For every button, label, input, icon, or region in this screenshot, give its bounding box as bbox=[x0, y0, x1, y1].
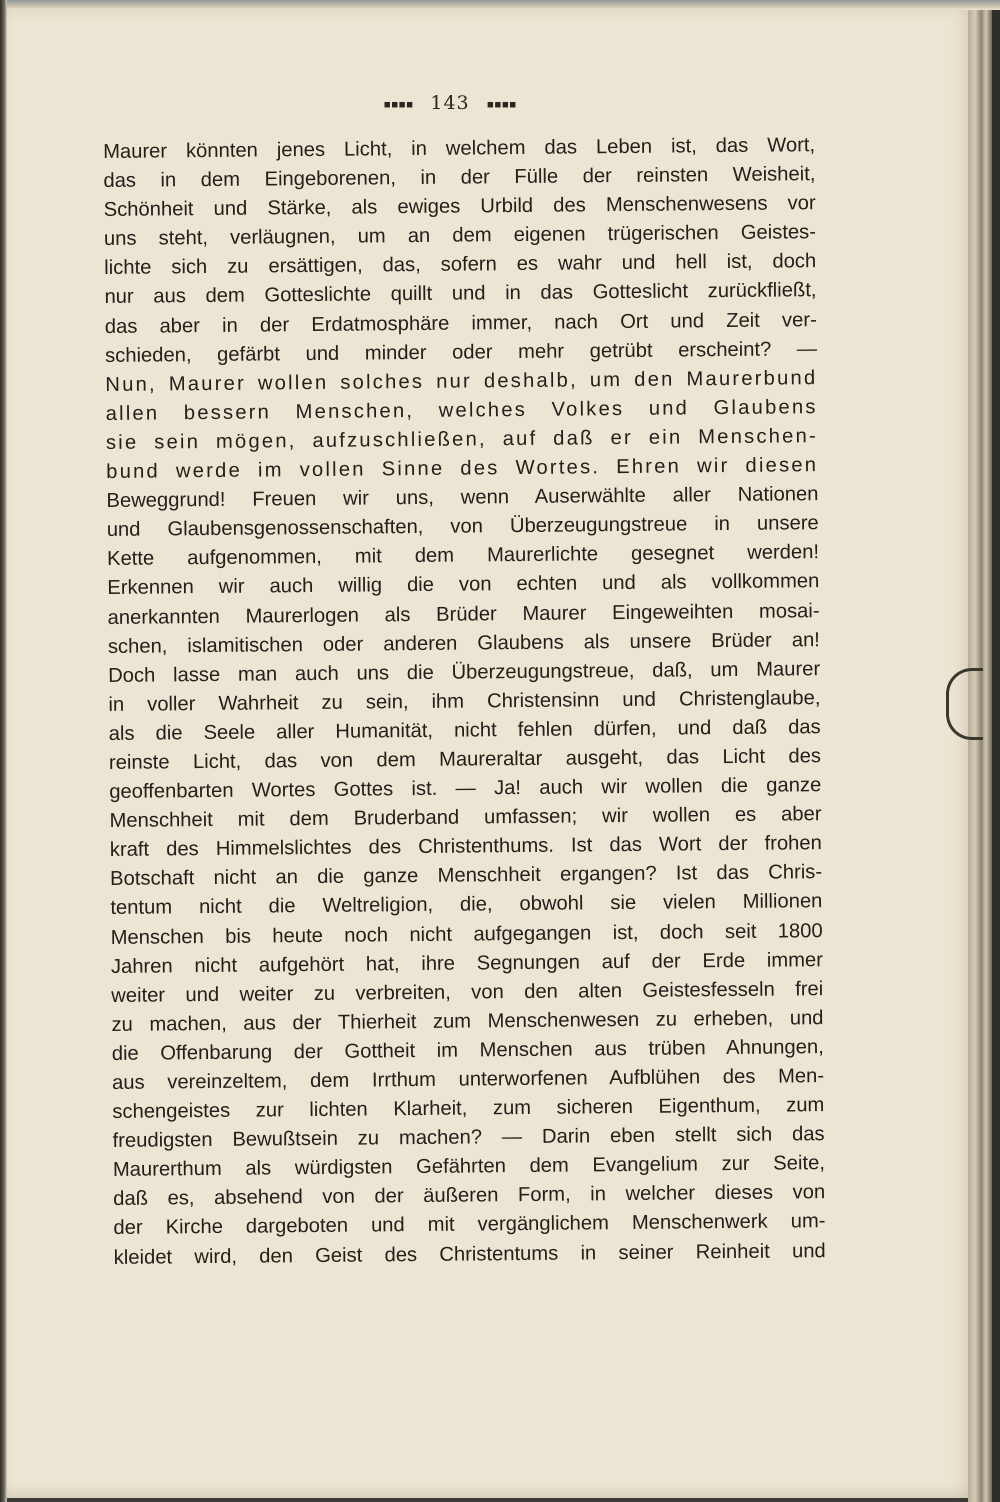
text-line: aus vereinzeltem, dem Irrthum unterworfenen Aufblühen des Men- bbox=[111, 1065, 825, 1094]
text-line: das in dem Eingeborenen, in der Fülle der reinsten Weisheit, bbox=[103, 163, 816, 193]
text-line: nur aus dem Gotteslichte quillt und in das Gotteslicht zurückfließt, bbox=[104, 279, 817, 309]
page-number: 143 bbox=[430, 92, 470, 114]
text-line: uns steht, verläugnen, um an dem eigenen trügerischen Geistes- bbox=[103, 221, 817, 251]
text-line: freudigsten Bewußtsein zu machen? — Darin eben stellt sich das bbox=[112, 1123, 825, 1153]
text-line: bund werde im vollen Sinne des Wortes. Ehren wir diesen bbox=[106, 454, 819, 484]
text-line: schengeistes zur lichten Klarheit, zum sicheren Eigenthum, zum bbox=[112, 1094, 825, 1124]
binding-edge bbox=[0, 0, 7, 1502]
text-line: Maurerthum als würdigsten Gefährten dem Evangelium zur Seite, bbox=[112, 1152, 825, 1182]
text-line: Kette aufgenommen, mit dem Maurerlichte gesegnet werden! bbox=[106, 541, 820, 571]
text-line: Botschaft nicht an die ganze Menschheit ergangen? Ist das Chris- bbox=[110, 861, 823, 891]
text-line: Jahren nicht aufgehört hat, ihre Segnungen auf der Erde immer bbox=[110, 948, 824, 978]
text-line: weiter und weiter zu verbreiten, von den alten Geistesfesseln frei bbox=[111, 977, 824, 1007]
text-line: allen bessern Menschen, welches Volkes und Glaubens bbox=[105, 395, 818, 425]
text-line: schen, islamitischen oder anderen Glaubens als unsere Brüder an! bbox=[107, 628, 820, 658]
text-line: zu machen, aus der Thierheit zum Menschenwesen zu erheben, und bbox=[111, 1006, 824, 1036]
body-text bbox=[103, 131, 826, 1272]
text-line: kraft des Himmelslichtes des Christenthums. Ist das Wort der frohen bbox=[109, 832, 822, 862]
thumb-index-notch bbox=[946, 668, 983, 740]
page-header bbox=[0, 92, 900, 114]
text-line: als die Seele aller Humanität, nicht fehlen dürfen, und daß das bbox=[108, 716, 821, 745]
text-line: kleidet wird, den Geist des Christentums in seiner Reinheit und bbox=[113, 1239, 826, 1269]
text-line: Menschen bis heute noch nicht aufgegangen ist, doch seit 1800 bbox=[110, 919, 823, 949]
book-cover-edge bbox=[992, 0, 1000, 1502]
text-line: der Kirche dargeboten und mit vergänglichem Menschenwerk um- bbox=[113, 1210, 826, 1240]
text-line: schieden, gefärbt und minder oder mehr getrübt erscheint? — bbox=[104, 337, 818, 367]
text-line: Doch lasse man auch uns die Überzeugungstreue, daß, um Maurer bbox=[108, 657, 821, 687]
text-line: Nun, Maurer wollen solches nur deshalb, um den Maurerbund bbox=[105, 366, 818, 396]
text-line: Beweggrund! Freuen wir uns, wenn Auserwählte aller Nationen bbox=[106, 483, 819, 513]
text-line: anerkannten Maurerlogen als Brüder Maurer Eingeweihten mosai- bbox=[107, 599, 820, 629]
text-line: Maurer könnten jenes Licht, in welchem das Leben ist, das Wort, bbox=[103, 134, 816, 163]
text-line: das aber in der Erdatmosphäre immer, nach Ort und Zeit ver- bbox=[104, 308, 817, 338]
text-line: geoffenbarten Wortes Gottes ist. — Ja! auch wir wollen die ganze bbox=[109, 774, 822, 804]
text-line: reinste Licht, das von dem Maureraltar ausgeht, das Licht des bbox=[108, 745, 822, 774]
ornament-left: ▪▪▪▪ bbox=[383, 97, 414, 111]
text-line: die Offenbarung der Gottheit im Menschen aus trüben Ahnungen, bbox=[111, 1036, 824, 1065]
top-edge bbox=[0, 0, 1000, 10]
ornament-right: ▪▪▪▪ bbox=[486, 97, 517, 111]
text-line: sie sein mögen, aufzuschließen, auf daß er ein Menschen- bbox=[105, 425, 818, 454]
text-line: in voller Wahrheit zu sein, ihm Christensinn und Christenglaube, bbox=[108, 686, 821, 716]
text-line: Erkennen wir auch willig die von echten und als vollkommen bbox=[107, 570, 820, 600]
text-line: tentum nicht die Weltreligion, die, obwohl sie vielen Millionen bbox=[110, 890, 823, 920]
text-line: Menschheit mit dem Bruderband umfassen; wir wollen es aber bbox=[109, 803, 822, 833]
text-line: daß es, absehend von der äußeren Form, in welcher dieses von bbox=[113, 1181, 826, 1211]
text-line: lichte sich zu ersättigen, das, sofern es wahr und hell ist, doch bbox=[104, 250, 817, 280]
text-line: und Glaubensgenossenschaften, von Überzeugungstreue in unsere bbox=[106, 512, 819, 542]
page-stack-edge bbox=[968, 0, 992, 1502]
text-line: Schönheit und Stärke, als ewiges Urbild des Menschenwesens vor bbox=[103, 192, 816, 222]
